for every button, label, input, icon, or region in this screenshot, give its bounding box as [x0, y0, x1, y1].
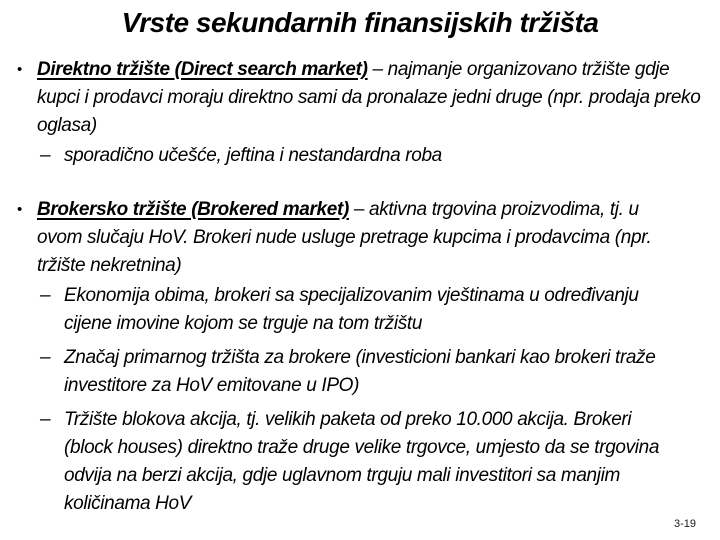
bullet-rest: – aktivna trgovina proizvodima, tj. u ovom slučaju HoV. Brokeri nude usluge pretrage kupcima i prodavcima (npr. tržište nekretnina) — [37, 199, 652, 276]
bullet-heading: Brokersko tržište (Brokered market) — [37, 199, 349, 220]
bullet-text — [37, 196, 657, 280]
page-number: 3-19 — [673, 518, 696, 530]
bullet-group-direktno — [17, 56, 703, 170]
sub-bullet-item — [40, 344, 703, 400]
sub-bullet-text: Tržište blokova akcija, tj. velikih paketa od preko 10.000 akcija. Brokeri (block houses) direktno traže druge velike trgovce, umjesto da se trgovina odvija na berzi akcija, gdje uglavnom trguju mali investitori sa manjim količinama HoV — [64, 409, 660, 514]
sub-bullet-text: Ekonomija obima, brokeri sa specijalizovanim vještinama u određivanju cijene imovine kojom se trguje na tom tržištu — [64, 285, 639, 334]
sub-bullet-item — [40, 282, 703, 338]
dash-icon: – — [40, 409, 51, 430]
sub-bullet-item — [40, 142, 703, 170]
bullet-item — [17, 196, 703, 280]
slide-body — [0, 56, 720, 518]
bullet-heading: Direktno tržište (Direct search market) — [37, 59, 368, 80]
sub-bullet-text: sporadično učešće, jeftina i nestandardna roba — [64, 145, 442, 166]
bullet-icon: • — [17, 61, 22, 78]
dash-icon: – — [40, 347, 51, 368]
bullet-rest: – najmanje organizovano tržište gdje kupci i prodavci moraju direktno sami da pronalaze jedni druge (npr. prodaja preko oglasa) — [37, 59, 701, 136]
bullet-group-brokersko — [17, 196, 703, 518]
dash-icon: – — [40, 145, 51, 166]
slide-title: Vrste sekundarnih finansijskih tržišta — [121, 7, 599, 38]
sub-bullet-list — [17, 282, 703, 518]
bullet-text — [37, 56, 703, 140]
dash-icon: – — [40, 285, 51, 306]
sub-bullet-text: Značaj primarnog tržišta za brokere (investicioni bankari kao brokeri traže investitore za HoV emitovane u IPO) — [64, 347, 656, 396]
bullet-item — [17, 56, 703, 140]
sub-bullet-list — [17, 142, 703, 170]
bullet-icon: • — [17, 201, 22, 218]
sub-bullet-item — [40, 406, 703, 518]
